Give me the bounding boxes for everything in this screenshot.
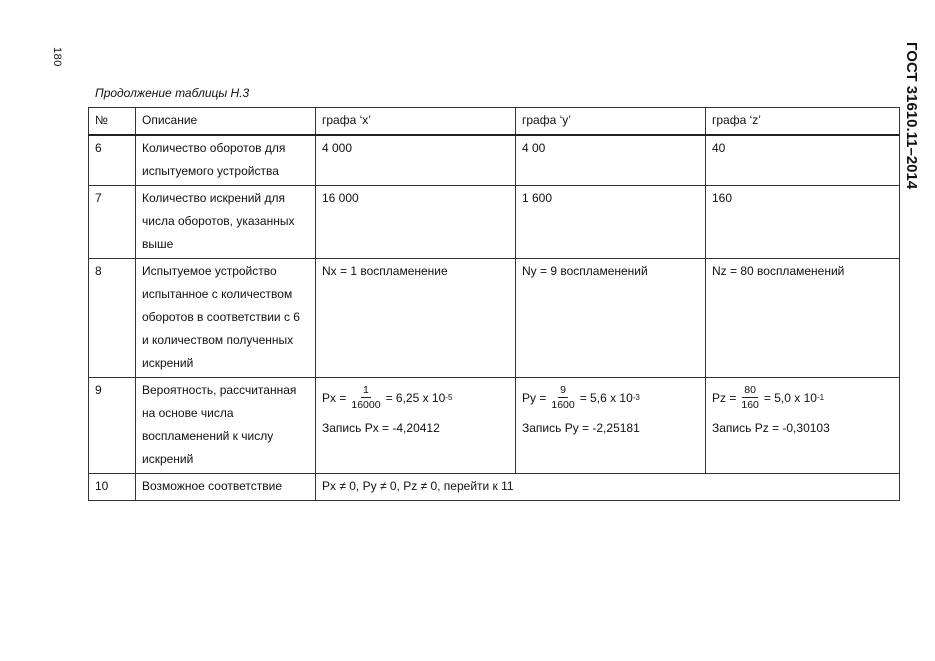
table-row [89, 378, 900, 474]
header-description: Описание [136, 108, 316, 136]
table-row [89, 186, 900, 259]
probability-formula-y: Py = $\frac{9}{1600}$ = 5,6 x 10 -3 [522, 384, 640, 411]
cell-x: 4 000 [316, 135, 516, 186]
cell-z [706, 378, 900, 474]
cell-z: 160 [706, 186, 900, 259]
row-description: Количество искрений для числа оборотов, указанных выше [136, 186, 316, 259]
cell-y [516, 378, 706, 474]
fraction-denominator: 160 [741, 399, 759, 411]
probability-formula-x: Px = $\frac{1}{16000}$ = 6,25 x 10 -5 [322, 384, 453, 411]
cell-y: 4 00 [516, 135, 706, 186]
row-description: Количество оборотов для испытуемого устройства [136, 135, 316, 186]
row-number: 10 [89, 474, 136, 501]
merged-value-cell: Px ≠ 0, Py ≠ 0, Pz ≠ 0, перейти к 11 [316, 474, 900, 501]
header-column-y: графа ‘y’ [516, 108, 706, 136]
table-header-row [89, 108, 900, 136]
record-x: Запись Px = -4,20412 [322, 421, 440, 435]
formula-rhs: = 5,0 x 10 [763, 390, 817, 405]
formula-rhs: = 6,25 x 10 [385, 390, 446, 405]
row-description: Возможное соответствие [136, 474, 316, 501]
row-description: Вероятность, рассчитанная на основе числа воспламенений к числу искрений [136, 378, 316, 474]
formula-lhs: Pz = [712, 390, 737, 405]
cell-y: 1 600 [516, 186, 706, 259]
formula-lhs: Py = [522, 390, 547, 405]
table-row [89, 474, 900, 501]
table-caption: Продолжение таблицы Н.3 [95, 86, 250, 100]
formula-rhs: = 5,6 x 10 [579, 390, 633, 405]
standard-code: ГОСТ 31610.11–2014 [903, 42, 920, 190]
row-description: Испытуемое устройство испытанное с количеством оборотов в соответствии с 6 и количеством полученных искрений [136, 259, 316, 378]
fraction [549, 383, 576, 412]
row-number: 6 [89, 135, 136, 186]
cell-y: Ny = 9 воспламенений [516, 259, 706, 378]
cell-z: 40 [706, 135, 900, 186]
header-number: № [89, 108, 136, 136]
data-table [88, 107, 900, 501]
fraction [739, 383, 761, 412]
cell-x: 16 000 [316, 186, 516, 259]
row-number: 8 [89, 259, 136, 378]
header-column-z: графа ‘z’ [706, 108, 900, 136]
cell-z: Nz = 80 воспламенений [706, 259, 900, 378]
cell-x: Nx = 1 воспламенение [316, 259, 516, 378]
page-number: 180 [51, 47, 63, 67]
table-row [89, 135, 900, 186]
probability-formula-z: Pz = $\frac{80}{160}$ = 5,0 x 10 -1 [712, 384, 825, 411]
fraction [349, 383, 382, 412]
fraction-numerator: 80 [744, 384, 756, 396]
fraction-denominator: 1600 [551, 399, 575, 411]
cell-x [316, 378, 516, 474]
row-number: 7 [89, 186, 136, 259]
table-row [89, 259, 900, 378]
record-z: Запись Pz = -0,30103 [712, 421, 830, 435]
record-y: Запись Py = -2,25181 [522, 421, 640, 435]
fraction-denominator: 16000 [351, 399, 381, 411]
fraction-numerator: 9 [560, 384, 566, 396]
fraction-numerator: 1 [363, 384, 369, 396]
header-column-x: графа ‘x’ [316, 108, 516, 136]
row-number: 9 [89, 378, 136, 474]
formula-lhs: Px = [322, 390, 347, 405]
